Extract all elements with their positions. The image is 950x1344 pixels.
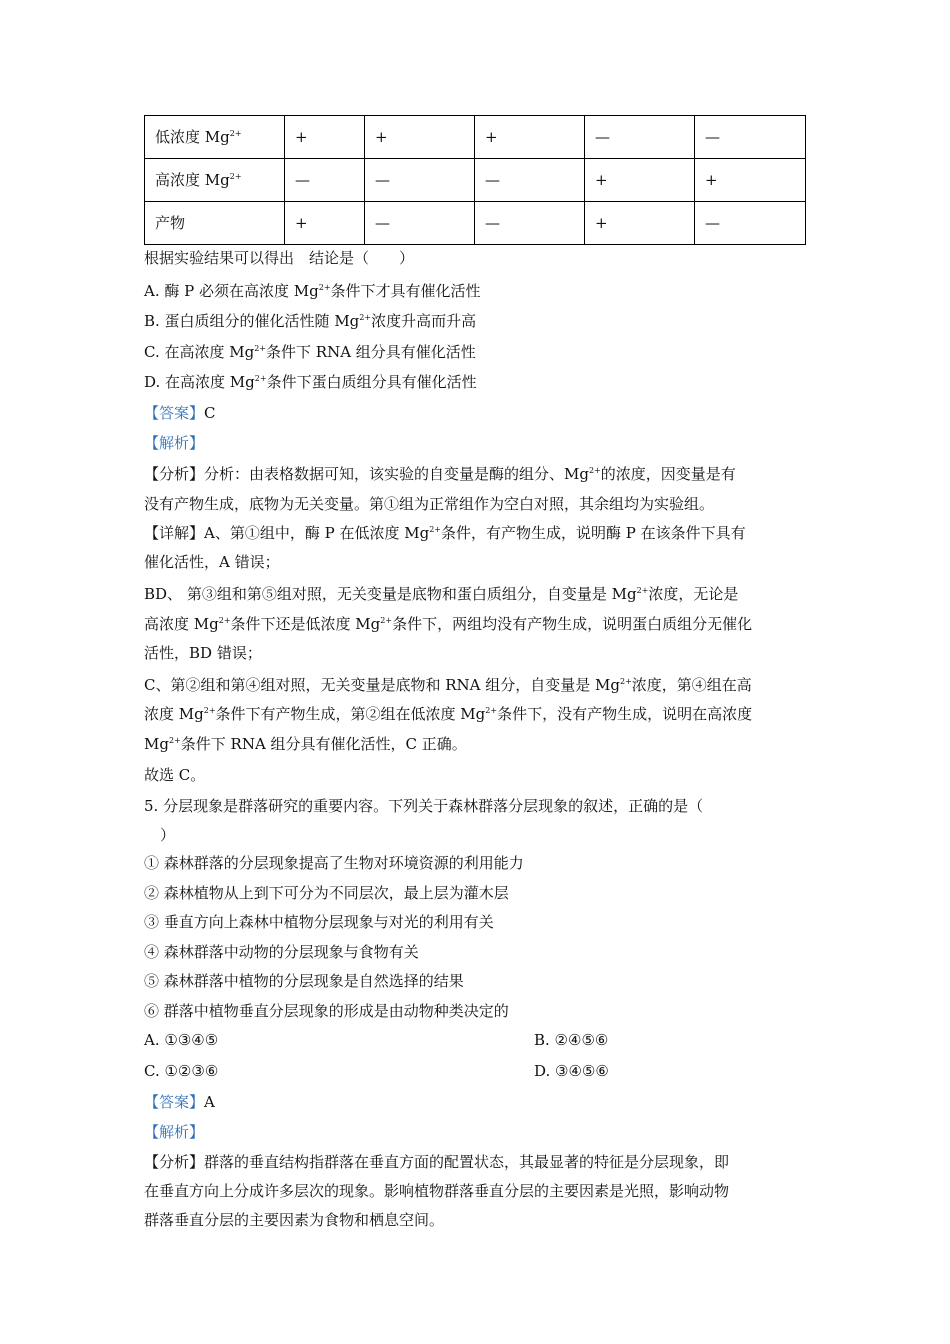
table-cell: — [695,202,806,245]
q4-detail-line: 浓度 $Mg^{2+}$条件下有产物生成，第②组在低浓度 $Mg^{2+}$条件下，没有产物生成，说明在高浓度 [144,705,753,723]
table-cell: — [365,159,475,202]
table-cell: + [285,202,365,245]
table-row [145,159,806,202]
q4-stem: 根据实验结果可以得出 结论是（ ） [144,249,415,267]
q4-detail-line: BD、 第③组和第⑤组对照，无关变量是底物和蛋白质组分，自变量是 $Mg^{2+}$浓度，无论是 [144,585,739,603]
q4-detail-line: $Mg^{2+}$条件下 RNA 组分具有催化活性，C 正确。 [144,735,467,753]
q4-analysis-tag: 【解析】 [144,434,205,452]
q5-analysis-line: 群落垂直分层的主要因素为食物和栖息空间。 [144,1211,445,1229]
q5-statement: ② 森林植物从上到下可分为不同层次，最上层为灌木层 [144,884,509,902]
q5-analysis-line: 【分析】群落的垂直结构指群落在垂直方面的配置状态，其最显著的特征是分层现象，即 [144,1153,730,1171]
table-cell: — [285,159,365,202]
table-cell: + [585,159,695,202]
q4-conclusion: 故选 C。 [144,766,206,784]
table-cell: + [585,202,695,245]
q5-statement: ④ 森林群落中动物的分层现象与食物有关 [144,943,419,961]
q4-option-c: C. 在高浓度 $Mg^{2+}$条件下 RNA 组分具有催化活性 [144,343,476,361]
q5-analysis-tag: 【解析】 [144,1123,205,1141]
q5-option-d: D. ③④⑤⑥ [534,1062,609,1080]
q5-statement: ① 森林群落的分层现象提高了生物对环境资源的利用能力 [144,854,524,872]
q5-option-c: C. ①②③⑥ [144,1062,219,1080]
q4-option-b: B. 蛋白质组分的催化活性随 $Mg^{2+}$浓度升高而升高 [144,312,477,330]
q5-option-b: B. ②④⑤⑥ [534,1031,609,1049]
q4-answer: 【答案】C [144,404,216,422]
q5-analysis-line: 在垂直方向上分成许多层次的现象。影响植物群落垂直分层的主要因素是光照，影响动物 [144,1182,730,1200]
q4-detail-line: 高浓度 $Mg^{2+}$条件下还是低浓度 $Mg^{2+}$条件下，两组均没有产物生成，说明蛋白质组分无催化 [144,615,753,633]
q4-analysis-line: 【分析】分析：由表格数据可知，该实验的自变量是酶的组分、$Mg^{2+}$的浓度，因变量是有 [144,465,736,483]
table-cell: + [695,159,806,202]
q4-detail-line: 活性，BD 错误； [144,644,262,662]
q4-detail-line: 催化活性，A 错误； [144,553,280,571]
row-label: 产物 [145,202,285,245]
table-row [145,116,806,159]
q4-analysis-line: 没有产物生成，底物为无关变量。第①组为正常组作为空白对照，其余组均为实验组。 [144,495,715,513]
q4-option-d: D. 在高浓度 $Mg^{2+}$条件下蛋白质组分具有催化活性 [144,373,477,391]
q5-statement: ③ 垂直方向上森林中植物分层现象与对光的利用有关 [144,913,494,931]
table-row [145,202,806,245]
table-cell: + [285,116,365,159]
table-cell: — [695,116,806,159]
experiment-table [144,115,806,245]
table-cell: — [475,202,585,245]
table-cell: + [365,116,475,159]
q5-statement: ⑥ 群落中植物垂直分层现象的形成是由动物种类决定的 [144,1002,509,1020]
table-cell: — [365,202,475,245]
q5-statement: ⑤ 森林群落中植物的分层现象是自然选择的结果 [144,972,464,990]
answer-tag: 【答案】 [144,1093,205,1111]
table-cell: — [475,159,585,202]
q5-stem: 5. 分层现象是群落研究的重要内容。下列关于森林群落分层现象的叙述，正确的是（ [144,797,704,815]
table-cell: + [475,116,585,159]
q4-detail-line: 【详解】A、第①组中，酶 P 在低浓度 $Mg^{2+}$条件，有产物生成，说明酶 P 在该条件下具有 [144,524,746,542]
q5-option-a: A. ①③④⑤ [144,1031,219,1049]
q5-answer: 【答案】A [144,1093,215,1111]
row-label: 低浓度 $Mg^{2+}$ [145,116,285,159]
row-label: 高浓度 $Mg^{2+}$ [145,159,285,202]
table-cell: — [585,116,695,159]
q5-stem-end: ） [160,826,176,844]
answer-tag: 【答案】 [144,404,205,422]
q4-detail-line: C、第②组和第④组对照，无关变量是底物和 RNA 组分，自变量是 $Mg^{2+}$浓度，第④组在高 [144,676,752,694]
q4-option-a: A. 酶 P 必须在高浓度 $Mg^{2+}$条件下才具有催化活性 [144,282,481,300]
